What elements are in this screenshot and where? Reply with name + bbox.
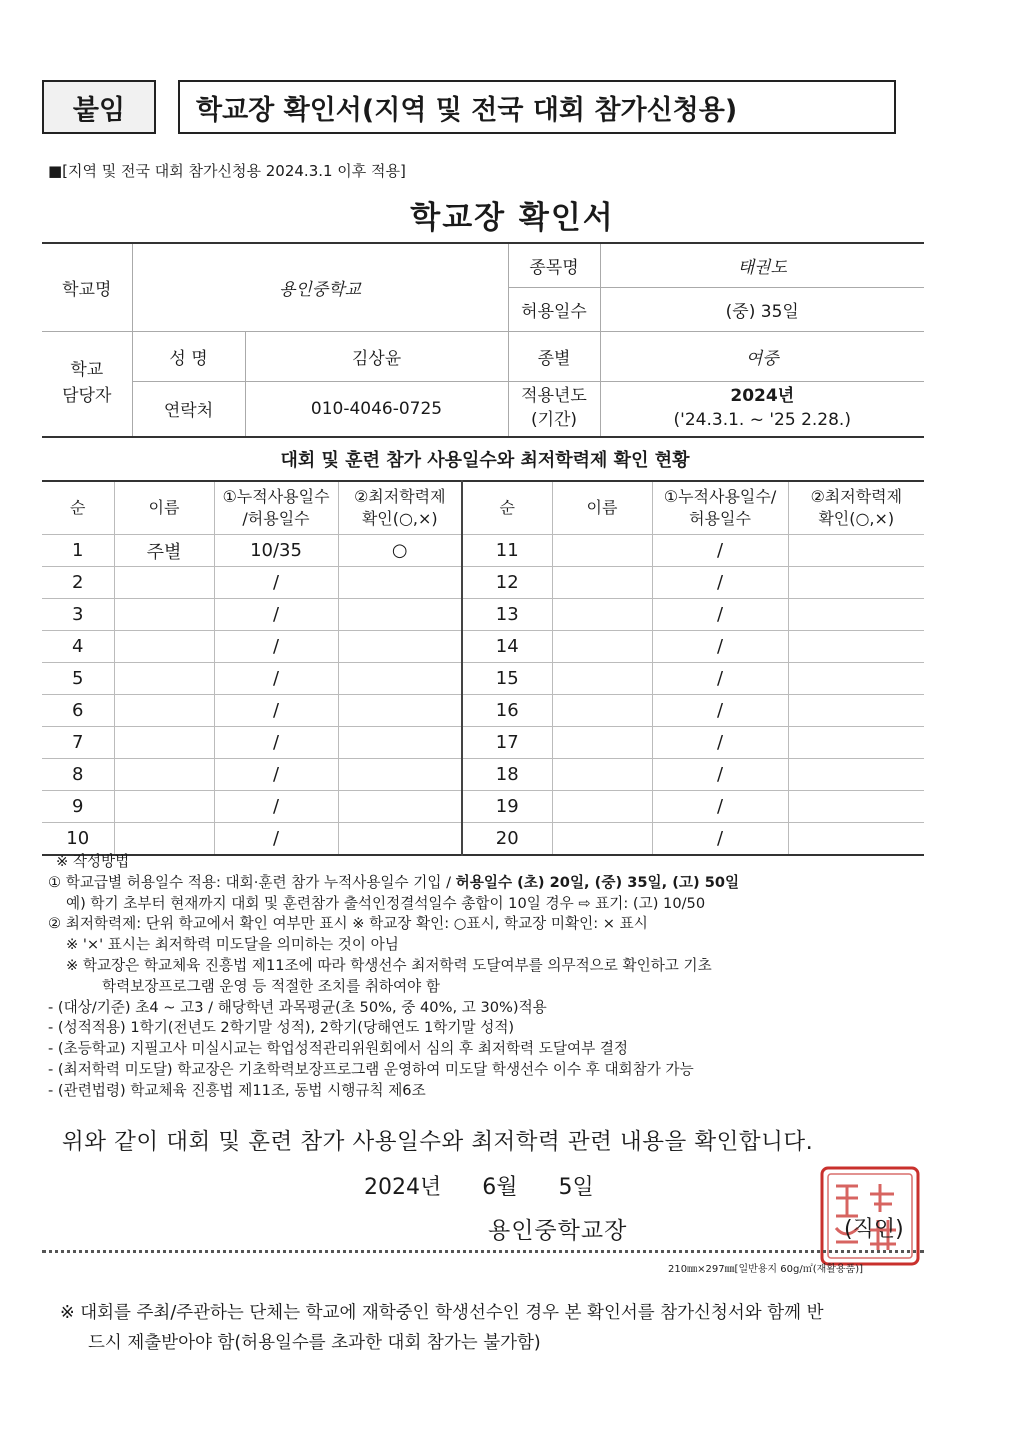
cell-days: / [652,695,788,727]
cell-days: / [652,599,788,631]
cell-no: 20 [462,823,552,856]
cell-check [788,727,924,759]
table-row [42,663,924,695]
header-name: 이름 [114,481,214,535]
cell-days: / [214,727,338,759]
cell-name [552,663,652,695]
instruction-bold: 허용일수 (초) 20일, (중) 35일, (고) 50일 [455,873,740,891]
header-days: ①누적사용일수/ 허용일수 [652,481,788,535]
cell-name [114,759,214,791]
instruction-text: ① 학교급별 허용일수 적용: 대회·훈련 참가 누적사용일수 기입 / [48,873,456,891]
table-row [42,567,924,599]
header-days: ①누적사용일수 /허용일수 [214,481,338,535]
cell-check [338,823,462,856]
cell-days: / [214,695,338,727]
cell-days: / [214,567,338,599]
cell-name [552,727,652,759]
cell-days: / [652,663,788,695]
cell-no: 4 [42,631,114,663]
divider [42,1250,924,1253]
cell-days: / [214,759,338,791]
footer-note [60,1298,970,1358]
category-value: 여중 [600,331,924,381]
cell-name [552,791,652,823]
cell-no: 1 [42,535,114,567]
cell-no: 15 [462,663,552,695]
school-info-table [42,242,924,438]
school-name-value: 용인중학교 [132,243,508,331]
document-title: 학교장 확인서(지역 및 전국 대회 참가신청용) [178,80,896,134]
cell-check [788,631,924,663]
cell-no: 3 [42,599,114,631]
table-row [42,727,924,759]
cell-name: 주별 [114,535,214,567]
cell-days: / [652,567,788,599]
header-check: ②최저학력제 확인(○,×) [338,481,462,535]
header-name: 이름 [552,481,652,535]
cell-days: / [214,791,338,823]
event-value: 태권도 [600,243,924,287]
cell-check [788,535,924,567]
instruction-line: ※ 학교장은 학교체육 진흥법 제11조에 따라 학생선수 최저학력 도달여부를 의무적으로 확인하고 기초 [66,956,712,974]
table-row [42,535,924,567]
apply-year-cell [600,381,924,437]
cell-no: 14 [462,631,552,663]
cell-no: 6 [42,695,114,727]
cell-days: / [652,727,788,759]
footer-line: ※ 대회를 주최/주관하는 단체는 학교에 재학중인 학생선수인 경우 본 확인서를 참가신청서와 함께 반 [60,1303,824,1323]
cell-check [338,631,462,663]
cell-no: 7 [42,727,114,759]
cell-no: 17 [462,727,552,759]
principal-signature-line: 용인중학교장 [488,1218,628,1244]
table-row [42,759,924,791]
cell-no: 8 [42,759,114,791]
cell-no: 13 [462,599,552,631]
cell-name [552,823,652,856]
cell-name [552,759,652,791]
table-row [42,631,924,663]
cell-check [338,695,462,727]
cell-name [114,727,214,759]
cell-name [114,823,214,856]
cell-check [788,823,924,856]
apply-year-label: 적용년도 (기간) [508,381,600,437]
cell-check [338,567,462,599]
cell-days: / [214,823,338,856]
cell-days: / [214,631,338,663]
attachment-tag: 붙임 [42,80,156,134]
writing-instructions [48,852,948,1102]
instruction-line: - (관련법령) 학교체육 진흥법 제11조, 동법 시행규칙 제6조 [48,1081,426,1099]
applicability-note: ■[지역 및 전국 대회 참가신청용 2024.3.1 이후 적용] [48,162,406,180]
table-row [42,695,924,727]
issue-date [364,1170,594,1201]
cell-days: 10/35 [214,535,338,567]
paper-spec: 210㎜×297㎜[일반용지 60g/㎡(재활용품)] [668,1264,864,1275]
seal-label: (직인) [844,1217,904,1242]
instruction-line: - (초등학교) 지필고사 미실시교는 학업성적관리위원회에서 심의 후 최저학력 도달여부 결정 [48,1040,629,1058]
cell-no: 5 [42,663,114,695]
main-title: 학교장 확인서 [410,200,615,236]
instructions-title: ※ 작성방법 [56,853,130,870]
cell-check [338,727,462,759]
header-check: ②최저학력제 확인(○,×) [788,481,924,535]
cell-no: 19 [462,791,552,823]
instruction-line [48,873,948,894]
person-name-value: 김상윤 [245,331,508,381]
manager-label: 학교 담당자 [42,331,132,437]
cell-name [114,567,214,599]
header-no: 순 [42,481,114,535]
cell-name [552,695,652,727]
cell-check [788,567,924,599]
cell-name [552,535,652,567]
cell-no: 16 [462,695,552,727]
contact-value: 010-4046-0725 [245,381,508,437]
participation-table [42,480,924,856]
cell-no: 2 [42,567,114,599]
contact-label: 연락처 [132,381,245,437]
cell-name [114,695,214,727]
cell-name [114,791,214,823]
school-name-label: 학교명 [42,243,132,331]
cell-name [114,599,214,631]
cell-days: / [652,791,788,823]
cell-check [338,791,462,823]
table-row [42,599,924,631]
date-year: 2024년 [364,1175,442,1200]
cell-days: / [652,823,788,856]
apply-year-value: 2024년 [730,385,795,406]
date-month: 6월 [482,1175,518,1200]
instruction-line: ② 최저학력제: 단위 학교에서 확인 여부만 표시 ※ 학교장 확인: ○표시, 학교장 미확인: × 표시 [48,915,648,933]
cell-name [552,599,652,631]
instruction-line: - (대상/기준) 초4 ~ 고3 / 해당학년 과목평균(초 50%, 중 40%, 고 30%)적용 [48,998,547,1016]
cell-days: / [652,759,788,791]
confirmation-statement: 위와 같이 대회 및 훈련 참가 사용일수와 최저학력 관련 내용을 확인합니다. [62,1129,814,1155]
table-row [42,823,924,856]
cell-name [114,631,214,663]
cell-check [788,791,924,823]
person-name-label: 성 명 [132,331,245,381]
cell-name [552,567,652,599]
cell-check [338,599,462,631]
cell-check [788,759,924,791]
cell-check [338,663,462,695]
cell-check: ○ [338,535,462,567]
cell-days: / [214,663,338,695]
date-day: 5일 [558,1175,594,1200]
cell-days: / [652,535,788,567]
header-no: 순 [462,481,552,535]
instruction-line: ※ '×' 표시는 최저학력 미도달을 의미하는 것이 아님 [66,936,399,954]
cell-no: 10 [42,823,114,856]
cell-name [114,663,214,695]
cell-no: 12 [462,567,552,599]
cell-check [788,663,924,695]
instruction-line: 예) 학기 초부터 현재까지 대회 및 훈련참가 출석인정결석일수 총합이 10일 경우 ⇨ 표기: (고) 10/50 [66,894,706,912]
cell-no: 9 [42,791,114,823]
cell-check [788,599,924,631]
category-label: 종별 [508,331,600,381]
cell-days: / [652,631,788,663]
event-label: 종목명 [508,243,600,287]
allowed-days-label: 허용일수 [508,287,600,331]
cell-check [788,695,924,727]
cell-no: 18 [462,759,552,791]
cell-days: / [214,599,338,631]
instruction-line: - (성적적용) 1학기(전년도 2학기말 성적), 2학기(당해연도 1학기말 성적) [48,1019,515,1037]
allowed-days-value: (중) 35일 [600,287,924,331]
status-section-title: 대회 및 훈련 참가 사용일수와 최저학력제 확인 현황 [280,450,690,471]
table-row [42,791,924,823]
cell-check [338,759,462,791]
instruction-line: - (최저학력 미도달) 학교장은 기초학력보장프로그램 운영하여 미도달 학생선수 이수 후 대회참가 가능 [48,1060,694,1078]
cell-no: 11 [462,535,552,567]
instruction-line: 학력보장프로그램 운영 등 적절한 조치를 취하여야 함 [102,977,440,995]
cell-name [552,631,652,663]
footer-line: 드시 제출받아야 함(허용일수를 초과한 대회 참가는 불가함) [88,1333,541,1353]
apply-period-value: ('24.3.1. ~ '25 2.28.) [673,409,851,430]
